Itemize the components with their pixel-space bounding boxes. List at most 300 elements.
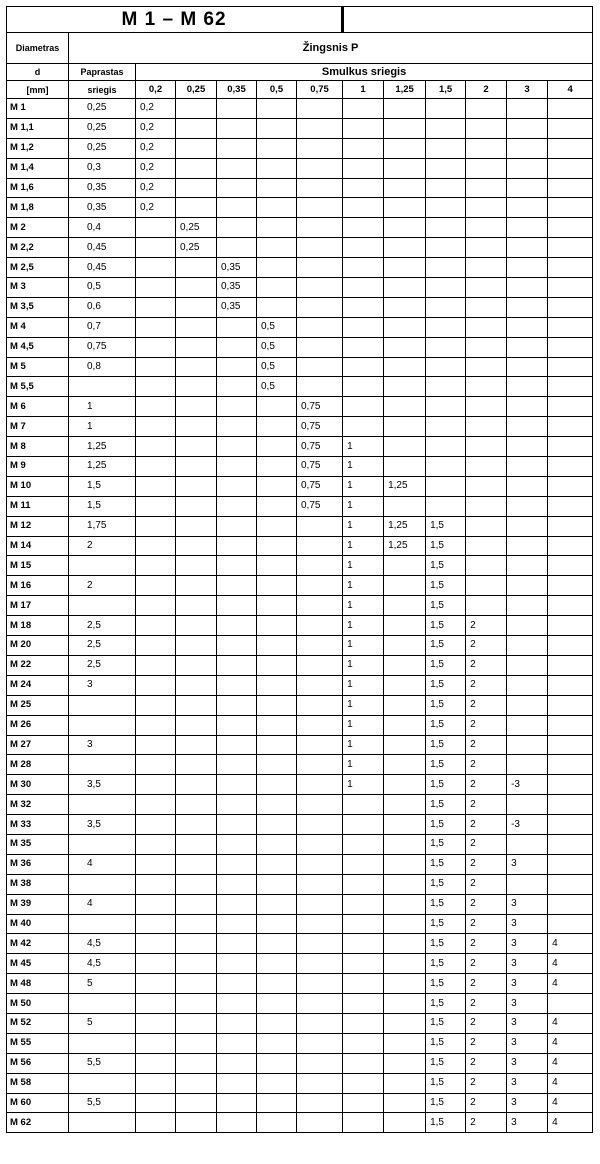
fine-pitch-cell [176,815,217,835]
fine-pitch-cell [217,556,257,576]
coarse-label-1: Paprastas [69,64,136,81]
coarse-pitch-cell: 4 [69,854,136,874]
fine-pitch-cell [176,914,217,934]
fine-pitch-cell [176,417,217,437]
fine-pitch-cell: 2 [466,1073,507,1093]
fine-pitch-cell [176,695,217,715]
fine-pitch-cell [217,1013,257,1033]
thread-size-cell: M 26 [7,715,69,735]
fine-pitch-cell [297,755,343,775]
fine-pitch-cell [176,974,217,994]
thread-size-cell: M 62 [7,1113,69,1133]
thread-size-cell: M 30 [7,775,69,795]
thread-size-cell: M 1,8 [7,198,69,218]
fine-pitch-cell [297,815,343,835]
fine-pitch-cell [297,655,343,675]
coarse-pitch-cell: 4,5 [69,954,136,974]
fine-pitch-cell [297,1013,343,1033]
coarse-pitch-cell [69,715,136,735]
fine-pitch-cell [136,636,176,656]
table-row [7,1013,593,1033]
fine-pitch-cell [297,1113,343,1133]
fine-pitch-cell [136,258,176,278]
fine-pitch-cell [136,596,176,616]
fine-pitch-cell [426,457,466,477]
diameter-symbol: d [7,64,69,81]
title-blank-cell [343,7,593,33]
thread-size-cell: M 50 [7,994,69,1014]
fine-pitch-cell [176,735,217,755]
fine-pitch-cell [507,476,548,496]
fine-pitch-cell [343,854,384,874]
fine-pitch-cell [176,934,217,954]
thread-size-cell: M 48 [7,974,69,994]
thread-size-cell: M 2,5 [7,258,69,278]
fine-pitch-cell [384,735,426,755]
thread-size-cell: M 16 [7,576,69,596]
thread-size-cell: M 45 [7,954,69,974]
fine-pitch-cell [426,297,466,317]
fine-pitch-cell [384,99,426,119]
fine-pitch-cell [297,974,343,994]
fine-pitch-cell [257,1093,297,1113]
fine-pitch-cell: 1,5 [426,954,466,974]
fine-pitch-cell [297,576,343,596]
thread-size-cell: M 3,5 [7,297,69,317]
fine-pitch-cell: 1,25 [384,476,426,496]
fine-pitch-cell [466,297,507,317]
fine-pitch-cell [297,1073,343,1093]
fine-pitch-cell [136,516,176,536]
fine-pitch-cell [136,317,176,337]
fine-pitch-cell [343,357,384,377]
fine-pitch-cell [297,377,343,397]
thread-size-cell: M 1,1 [7,118,69,138]
fine-pitch-cell [217,1053,257,1073]
fine-pitch-cell: 0,2 [136,178,176,198]
fine-pitch-cell [217,238,257,258]
fine-pitch-cell [217,576,257,596]
fine-pitch-cell [257,675,297,695]
fine-pitch-cell [507,178,548,198]
table-row [7,775,593,795]
coarse-pitch-cell [69,755,136,775]
fine-pitch-cell [343,1053,384,1073]
fine-pitch-cell: 2 [466,834,507,854]
fine-pitch-cell [466,576,507,596]
fine-pitch-cell [548,755,593,775]
fine-pitch-cell: 4 [548,1013,593,1033]
fine-pitch-cell [136,974,176,994]
coarse-pitch-cell [69,914,136,934]
fine-pitch-cell [136,536,176,556]
fine-pitch-cell [466,516,507,536]
table-row [7,636,593,656]
table-row [7,974,593,994]
thread-size-cell: M 17 [7,596,69,616]
fine-pitch-cell [548,99,593,119]
fine-pitch-cell: 1 [343,755,384,775]
fine-pitch-cell [257,874,297,894]
fine-pitch-header: 0,5 [257,81,297,99]
coarse-pitch-cell [69,834,136,854]
coarse-pitch-cell: 0,35 [69,178,136,198]
fine-pitch-cell [176,437,217,457]
fine-pitch-cell [507,357,548,377]
fine-pitch-cell [507,496,548,516]
fine-pitch-cell: 2 [466,914,507,934]
fine-pitch-cell [384,994,426,1014]
coarse-pitch-cell [69,596,136,616]
thread-size-cell: M 38 [7,874,69,894]
fine-pitch-cell [136,476,176,496]
fine-pitch-cell: 2 [466,894,507,914]
fine-pitch-cell [426,198,466,218]
fine-pitch-cell [257,278,297,298]
fine-pitch-cell [176,317,217,337]
diameter-label: Diametras [7,33,69,64]
fine-pitch-cell [176,516,217,536]
thread-size-cell: M 52 [7,1013,69,1033]
fine-pitch-cell: 2 [466,775,507,795]
fine-pitch-cell [217,1033,257,1053]
fine-pitch-cell [136,337,176,357]
fine-pitch-cell: 2 [466,994,507,1014]
fine-pitch-cell [466,198,507,218]
header-row-2 [7,64,593,81]
fine-pitch-cell: 1,5 [426,914,466,934]
fine-pitch-cell: 1,5 [426,795,466,815]
thread-size-cell: M 58 [7,1073,69,1093]
fine-pitch-cell [257,118,297,138]
fine-pitch-cell: 1,25 [384,516,426,536]
fine-pitch-cell: 2 [466,715,507,735]
fine-pitch-cell: 2 [466,1053,507,1073]
fine-pitch-cell [507,297,548,317]
fine-pitch-cell [257,476,297,496]
fine-pitch-cell: 2 [466,1033,507,1053]
fine-pitch-cell [297,317,343,337]
fine-pitch-cell [384,1093,426,1113]
fine-pitch-cell [466,536,507,556]
fine-pitch-cell [507,457,548,477]
fine-pitch-cell [257,1013,297,1033]
fine-pitch-cell: 1,5 [426,655,466,675]
fine-pitch-cell [466,99,507,119]
fine-pitch-cell [548,556,593,576]
fine-pitch-cell [426,218,466,238]
fine-pitch-cell [297,258,343,278]
fine-pitch-cell [257,1113,297,1133]
fine-pitch-cell [507,795,548,815]
fine-pitch-cell [548,158,593,178]
coarse-pitch-cell: 3 [69,735,136,755]
coarse-pitch-cell: 2 [69,536,136,556]
fine-pitch-cell [426,99,466,119]
fine-pitch-cell [548,596,593,616]
fine-pitch-cell [548,874,593,894]
coarse-pitch-cell [69,695,136,715]
fine-pitch-cell: 1 [343,596,384,616]
fine-pitch-cell [217,496,257,516]
fine-pitch-cell [384,1053,426,1073]
fine-pitch-cell [257,238,297,258]
fine-pitch-cell [217,655,257,675]
fine-pitch-cell [217,616,257,636]
fine-pitch-header: 0,25 [176,81,217,99]
fine-pitch-cell: 1,5 [426,815,466,835]
fine-pitch-cell: 0,35 [217,278,257,298]
fine-pitch-cell: 3 [507,1013,548,1033]
fine-pitch-header: 2 [466,81,507,99]
fine-pitch-cell [384,496,426,516]
fine-pitch-cell [297,994,343,1014]
fine-pitch-cell [217,775,257,795]
fine-pitch-cell [466,457,507,477]
fine-pitch-cell [176,954,217,974]
fine-pitch-cell: 0,2 [136,99,176,119]
fine-pitch-cell [176,337,217,357]
thread-size-cell: M 5,5 [7,377,69,397]
fine-pitch-cell [343,317,384,337]
fine-pitch-cell [466,158,507,178]
thread-size-cell: M 6 [7,397,69,417]
fine-pitch-cell: 1,5 [426,1113,466,1133]
fine-pitch-cell [217,914,257,934]
thread-size-cell: M 1,4 [7,158,69,178]
fine-pitch-cell [426,158,466,178]
fine-pitch-cell: 1 [343,655,384,675]
fine-pitch-cell [426,377,466,397]
fine-pitch-cell: 2 [466,974,507,994]
fine-pitch-cell: 0,5 [257,357,297,377]
fine-pitch-cell [384,775,426,795]
table-row [7,417,593,437]
fine-pitch-cell [548,198,593,218]
fine-pitch-cell [136,795,176,815]
table-row [7,1113,593,1133]
fine-pitch-cell: 3 [507,914,548,934]
fine-pitch-cell [466,476,507,496]
fine-pitch-cell [136,1113,176,1133]
fine-pitch-cell [384,437,426,457]
table-row [7,198,593,218]
fine-pitch-cell [136,377,176,397]
fine-pitch-cell: 1 [343,556,384,576]
fine-pitch-cell [136,297,176,317]
table-row [7,99,593,119]
fine-pitch-cell [343,815,384,835]
fine-pitch-cell [297,238,343,258]
fine-pitch-cell: 1 [343,576,384,596]
fine-pitch-cell [257,218,297,238]
fine-pitch-cell [136,894,176,914]
fine-pitch-cell [507,377,548,397]
fine-pitch-cell: 0,2 [136,158,176,178]
fine-pitch-cell [136,834,176,854]
fine-pitch-cell [426,397,466,417]
fine-pitch-cell: 2 [466,854,507,874]
table-row [7,715,593,735]
fine-pitch-cell [384,138,426,158]
fine-pitch-cell [507,397,548,417]
fine-pitch-cell [343,1013,384,1033]
fine-pitch-cell [466,496,507,516]
fine-pitch-cell [217,138,257,158]
fine-pitch-cell [426,278,466,298]
fine-pitch-cell [217,675,257,695]
thread-size-cell: M 24 [7,675,69,695]
fine-pitch-cell [507,337,548,357]
fine-pitch-cell [297,715,343,735]
fine-pitch-cell [176,775,217,795]
fine-pitch-cell [217,178,257,198]
fine-pitch-cell [548,337,593,357]
fine-pitch-cell: 1,5 [426,576,466,596]
table-row [7,238,593,258]
fine-pitch-cell [384,1113,426,1133]
fine-pitch-cell [507,238,548,258]
fine-pitch-cell [507,278,548,298]
fine-pitch-cell [384,457,426,477]
fine-pitch-cell: 0,35 [217,297,257,317]
fine-pitch-cell [343,934,384,954]
thread-size-cell: M 1,2 [7,138,69,158]
fine-pitch-cell [257,297,297,317]
fine-pitch-cell [384,158,426,178]
fine-pitch-cell: 1,5 [426,834,466,854]
fine-pitch-cell [217,536,257,556]
fine-pitch-cell [257,397,297,417]
fine-pitch-header: 3 [507,81,548,99]
fine-pitch-cell [217,198,257,218]
fine-pitch-cell [217,158,257,178]
fine-pitch-cell: 1,25 [384,536,426,556]
fine-pitch-cell: 2 [466,954,507,974]
fine-pitch-cell [297,695,343,715]
fine-pitch-cell [217,357,257,377]
table-row [7,1053,593,1073]
fine-pitch-cell [466,178,507,198]
fine-pitch-cell [297,297,343,317]
fine-pitch-cell [217,834,257,854]
fine-pitch-cell [176,795,217,815]
thread-size-cell: M 33 [7,815,69,835]
fine-pitch-cell [466,357,507,377]
fine-pitch-cell [257,198,297,218]
thread-size-cell: M 32 [7,795,69,815]
fine-pitch-cell [548,715,593,735]
fine-pitch-cell [507,118,548,138]
fine-pitch-cell: 2 [466,636,507,656]
fine-pitch-cell [176,278,217,298]
fine-pitch-cell [343,258,384,278]
fine-pitch-cell [384,178,426,198]
thread-size-cell: M 22 [7,655,69,675]
fine-pitch-cell [176,158,217,178]
thread-size-cell: M 1 [7,99,69,119]
fine-pitch-cell [507,556,548,576]
coarse-pitch-cell: 3,5 [69,775,136,795]
fine-pitch-cell [548,297,593,317]
fine-pitch-cell [384,914,426,934]
header-row-3 [7,81,593,99]
fine-pitch-cell: 1 [343,496,384,516]
fine-pitch-cell [384,417,426,437]
fine-pitch-cell [257,854,297,874]
fine-pitch-cell: 3 [507,1053,548,1073]
table-row [7,476,593,496]
fine-pitch-cell [548,636,593,656]
fine-pitch-cell [297,874,343,894]
fine-pitch-cell [297,278,343,298]
table-row [7,457,593,477]
coarse-pitch-cell: 2,5 [69,616,136,636]
fine-pitch-cell [136,556,176,576]
coarse-pitch-cell: 1,25 [69,457,136,477]
fine-pitch-cell [384,357,426,377]
coarse-pitch-cell: 0,8 [69,357,136,377]
fine-pitch-cell [176,357,217,377]
fine-pitch-cell: 2 [466,934,507,954]
fine-pitch-cell: 1 [343,675,384,695]
fine-pitch-cell [507,735,548,755]
fine-pitch-cell [217,954,257,974]
fine-pitch-cell [548,815,593,835]
thread-size-cell: M 56 [7,1053,69,1073]
fine-pitch-cell: 1,5 [426,556,466,576]
fine-pitch-cell [343,377,384,397]
fine-pitch-cell: 1,5 [426,1053,466,1073]
fine-pitch-cell [343,1033,384,1053]
fine-pitch-cell: 3 [507,934,548,954]
fine-pitch-cell [257,457,297,477]
fine-pitch-cell [343,417,384,437]
thread-size-cell: M 7 [7,417,69,437]
fine-pitch-cell [176,636,217,656]
fine-pitch-cell [507,138,548,158]
coarse-pitch-cell: 2,5 [69,655,136,675]
fine-pitch-header: 0,2 [136,81,176,99]
fine-pitch-cell: 1,5 [426,1033,466,1053]
fine-pitch-cell [343,994,384,1014]
fine-pitch-cell [384,198,426,218]
fine-pitch-cell [176,536,217,556]
fine-pitch-cell [343,158,384,178]
fine-pitch-cell [217,317,257,337]
fine-pitch-cell [384,118,426,138]
fine-pitch-cell [136,496,176,516]
fine-pitch-cell [257,576,297,596]
coarse-pitch-cell: 0,25 [69,118,136,138]
fine-pitch-cell [343,297,384,317]
table-row [7,735,593,755]
fine-pitch-cell [136,1093,176,1113]
fine-pitch-cell [176,616,217,636]
fine-pitch-cell [384,1073,426,1093]
fine-pitch-cell [466,437,507,457]
fine-pitch-cell [507,99,548,119]
fine-pitch-cell [548,118,593,138]
thread-size-cell: M 5 [7,357,69,377]
table-row [7,118,593,138]
thread-size-cell: M 18 [7,616,69,636]
fine-pitch-cell [217,874,257,894]
fine-pitch-cell [507,834,548,854]
fine-pitch-cell [548,994,593,1014]
thread-size-cell: M 3 [7,278,69,298]
fine-pitch-cell [297,99,343,119]
